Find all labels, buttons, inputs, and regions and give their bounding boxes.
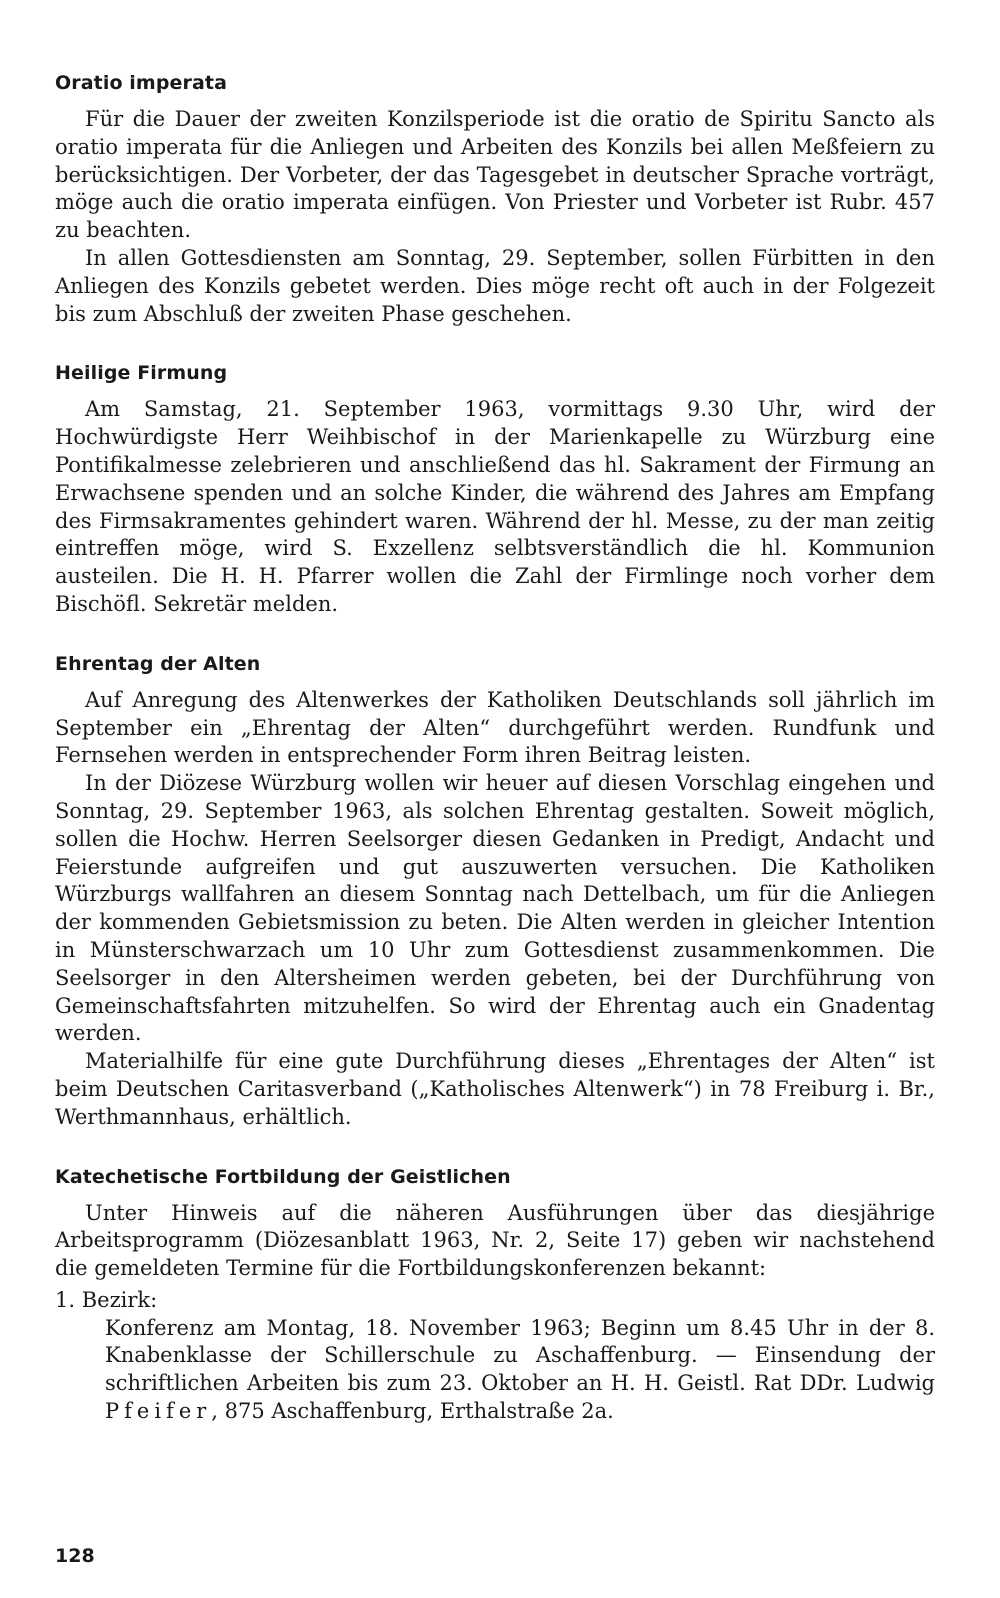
paragraph: In der Diözese Würzburg wollen wir heuer auf diesen Vorschlag eingehen und Sonntag, 29. September 1963, als solchen Ehrentag gestalten. Soweit möglich, sollen die Hochw. Herren Seelsorger diesen Gedanken in Predigt, Andacht und Feierstunde aufgreifen und gut auszuwerten versuchen. Die Katholiken Würzburgs wallfahren an diesem Sonntag nach Dettelbach, um für die Anliegen der kommenden Gebietsmission zu beten. Die Alten werden in gleicher Intention in Münsterschwarzach um 10 Uhr zum Gottesdienst zusammenkommen. Die Seelsorger in den Altersheimen werden gebeten, bei der Durchführung von Gemeinschaftsfahrten mitzuhelfen. So wird der Ehrentag auch ein Gnadentag werden. (55, 771, 935, 1046)
paragraph: Materialhilfe für eine gute Durchführung dieses „Ehrentages der Alten“ ist beim Deutschen Caritasverband („Katholisches Altenwerk“) in 78 Freiburg i. Br., Werthmannhaus, erhältlich. (55, 1049, 935, 1129)
district-details (105, 1315, 935, 1426)
section-heading: Oratio imperata (55, 72, 227, 94)
paragraph: In allen Gottesdiensten am Sonntag, 29. September, sollen Fürbitten in den Anliegen des Konzils gebetet werden. Dies möge recht oft auch in der Folgezeit bis zum Abschluß der zweiten Phase geschehen. (55, 245, 935, 326)
section-heilige-firmung (55, 360, 935, 618)
paragraph: Für die Dauer der zweiten Konzilsperiode ist die oratio de Spiritu Sancto als oratio imperata für die Anliegen und Arbeiten des Konzils bei allen Meßfeiern zu berücksichtigen. Der Vorbeter, der das Tagesgebet in deutscher Sprache vorträgt, möge auch die oratio imperata einfügen. Von Priester und Vorbeter ist Rubr. 457 zu beachten. (55, 107, 935, 243)
paragraph: Auf Anregung des Altenwerkes der Katholiken Deutschlands soll jährlich im September ein „Ehrentag der Alten“ durchgeführt werden. Rundfunk und Fernsehen werden in entsprechender Form ihren Beitrag leisten. (55, 687, 935, 768)
section-oratio-imperata (55, 70, 935, 328)
district-title: 1. Bezirk: (55, 1287, 158, 1312)
paragraph: Am Samstag, 21. September 1963, vormittags 9.30 Uhr, wird der Hochwürdigste Herr Weihbischof in der Marienkapelle zu Würzburg eine Pontifikalmesse zelebrieren und anschließend das hl. Sakrament der Firmung an Erwachsene spenden und an solche Kinder, die während des Jahres am Empfang des Firmsakramentes gehindert waren. Während der hl. Messe, zu der man zeitig eintreffen möge, wird S. Exzellenz selbtsverständlich die hl. Kommunion austeilen. Die H. H. Pfarrer wollen die Zahl der Firmlinge noch vorher dem Bischöfl. Sekretär melden. (55, 397, 935, 616)
paragraph: Unter Hinweis auf die näheren Ausführungen über das diesjährige Arbeitsprogramm (Diözesanblatt 1963, Nr. 2, Seite 17) geben wir nachstehend die gemeldeten Termine für die Fortbildungskonferenzen bekannt: (55, 1200, 935, 1281)
district-address: , 875 Aschaffenburg, Erthalstraße 2a. (211, 1399, 614, 1424)
document-page (55, 70, 935, 1458)
page-number: 128 (55, 1545, 95, 1567)
contact-name: Pfeifer (105, 1399, 212, 1424)
district-details-text: Konferenz am Montag, 18. November 1963; Beginn um 8.45 Uhr in der 8. Knabenklasse der Schillerschule zu Aschaffenburg. — Einsendung der schriftlichen Arbeiten bis zum 23. Oktober an H. H. Geistl. Rat DDr. Ludwig (105, 1315, 935, 1396)
section-katechetische-fortbildung (55, 1164, 935, 1426)
section-heading: Katechetische Fortbildung der Geistlichen (55, 1165, 511, 1188)
section-heading: Heilige Firmung (55, 362, 228, 385)
section-heading: Ehrentag der Alten (55, 652, 261, 675)
section-ehrentag-der-alten (55, 651, 935, 1132)
